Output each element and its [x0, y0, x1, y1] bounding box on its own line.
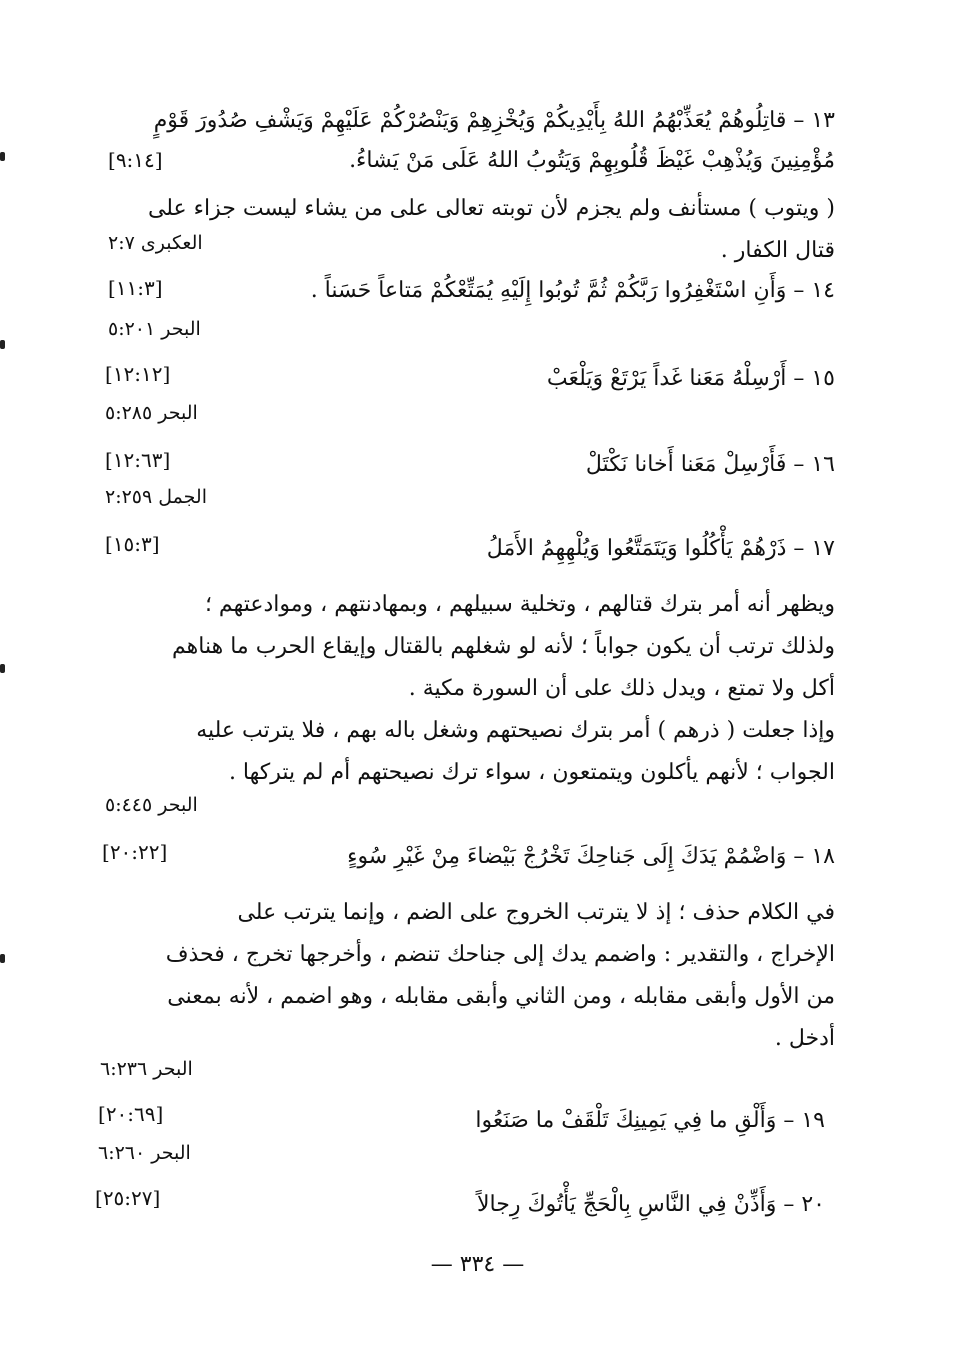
margin-mark: [0, 152, 5, 161]
commentary-line: أدخل .: [774, 1026, 835, 1051]
verse-14: ١٤ – وَأَنِ اسْتَغْفِرُوا رَبَّكُمْ ثُمَّ تُوبُوا إِلَيْهِ يُمَتِّعْكُمْ مَتاعاً حَسَناً .: [310, 278, 835, 303]
verse-reference: [١٥:٣]: [105, 532, 160, 556]
verse-reference: [١١:٣]: [108, 276, 163, 300]
commentary-line: الإخراج ، والتقدير : واضمم يدك إلى جناحك تنضم ، وأخرجها تخرج ، فحذف: [165, 942, 835, 967]
verse-16: ١٦ – فَأَرْسِلْ مَعَنا أَخانا نَكْتَلْ: [585, 452, 835, 477]
verse-17: ١٧ – ذَرْهُمْ يَأْكُلُوا وَيَتَمَتَّعُوا وَيُلْهِهِمُ الأَمَلُ: [486, 536, 835, 561]
verse-13-line-1: ١٣ – قاتِلُوهُمْ يُعَذِّبْهُمُ اللهُ بِأَيْدِيكُمْ وَيُخْزِهِمْ وَيَنْصُرْكُمْ عَلَيْهِمْ وَيَشْفِ صُدُورَ قَوْمٍ: [153, 108, 835, 133]
commentary-line: ويظهر أنه أمر بترك قتالهم ، وتخلية سبيلهم ، وبمهادنتهم ، وموادعتهم ؛: [204, 592, 835, 617]
verse-20: ٢٠ – وَأَذِّنْ فِي النَّاسِ بِالْحَجِّ يَأْتُوكَ رِجالاً: [476, 1192, 825, 1217]
verse-reference: [١٢:٦٣]: [105, 448, 171, 472]
verse-reference: [١٢:١٢]: [105, 362, 171, 386]
commentary-line: ولذلك ترتب أن يكون جواباً ؛ لأنه لو شغلهم بالقتال وإيقاع الحرب ما هناهم: [172, 634, 835, 659]
verse-18: ١٨ – وَاضْمُمْ يَدَكَ إِلَى جَناحِكَ تَخْرُجْ بَيْضاءَ مِنْ غَيْرِ سُوءٍ: [347, 844, 835, 869]
source-citation: العكبرى ٢:٧: [108, 232, 203, 254]
margin-mark: [0, 664, 5, 673]
verse-19: ١٩ – وَأَلْقِ ما فِي يَمِينِكَ تَلْقَفْ ما صَنَعُوا: [475, 1108, 825, 1133]
commentary-line: في الكلام حذف ؛ إذ لا يترتب الخروج على الضم ، وإنما يترتب على: [237, 900, 835, 925]
verse-15: ١٥ – أَرْسِلْهُ مَعَنا غَداً يَرْتَعْ وَيَلْعَبْ: [546, 366, 835, 391]
source-citation: البحر ٥:٤٤٥: [105, 794, 198, 816]
source-citation: البحر ٥:٢٠١: [108, 318, 201, 340]
verse-reference: [٢٥:٢٧]: [95, 1186, 161, 1210]
source-citation: البحر ٥:٢٨٥: [105, 402, 198, 424]
verse-13-line-2: مُؤْمِنِينَ وَيُذْهِبْ غَيْظَ قُلُوبِهِمْ وَيَتُوبُ اللهُ عَلَى مَنْ يَشاءُ.: [349, 148, 835, 173]
source-citation: البحر ٦:٢٦٠: [98, 1142, 191, 1164]
margin-mark: [0, 340, 5, 349]
source-citation: البحر ٦:٢٣٦: [100, 1058, 193, 1080]
commentary-line: قتال الكفار .: [720, 238, 835, 263]
commentary-line: ( ويتوب ) مستأنف ولم يجزم لأن توبته تعالى على من يشاء ليست جزاء على: [147, 196, 835, 221]
verse-reference: [٢٠:٦٩]: [98, 1102, 164, 1126]
commentary-line: الجواب ؛ لأنهم يأكلون ويتمتعون ، سواء ترك نصيحتهم أم لم يتركها .: [228, 760, 835, 785]
commentary-line: أكل ولا تمتع ، ويدل ذلك على أن السورة مكية .: [408, 676, 835, 701]
verse-reference: [٩:١٤]: [108, 148, 163, 172]
commentary-line: من الأول وأبقى مقابله ، ومن الثاني وأبقى مقابله ، وهو اضمم ، لأنه بمعنى: [167, 984, 835, 1009]
margin-mark: [0, 954, 5, 963]
page-number: — ٣٣٤ —: [430, 1252, 525, 1277]
commentary-line: وإذا جعلت ( ذرهم ) أمر بترك نصيحتهم وشغل باله بهم ، فلا يترتب عليه: [196, 718, 835, 743]
verse-reference: [٢٠:٢٢]: [102, 840, 168, 864]
source-citation: الجمل ٢:٢٥٩: [105, 486, 207, 508]
